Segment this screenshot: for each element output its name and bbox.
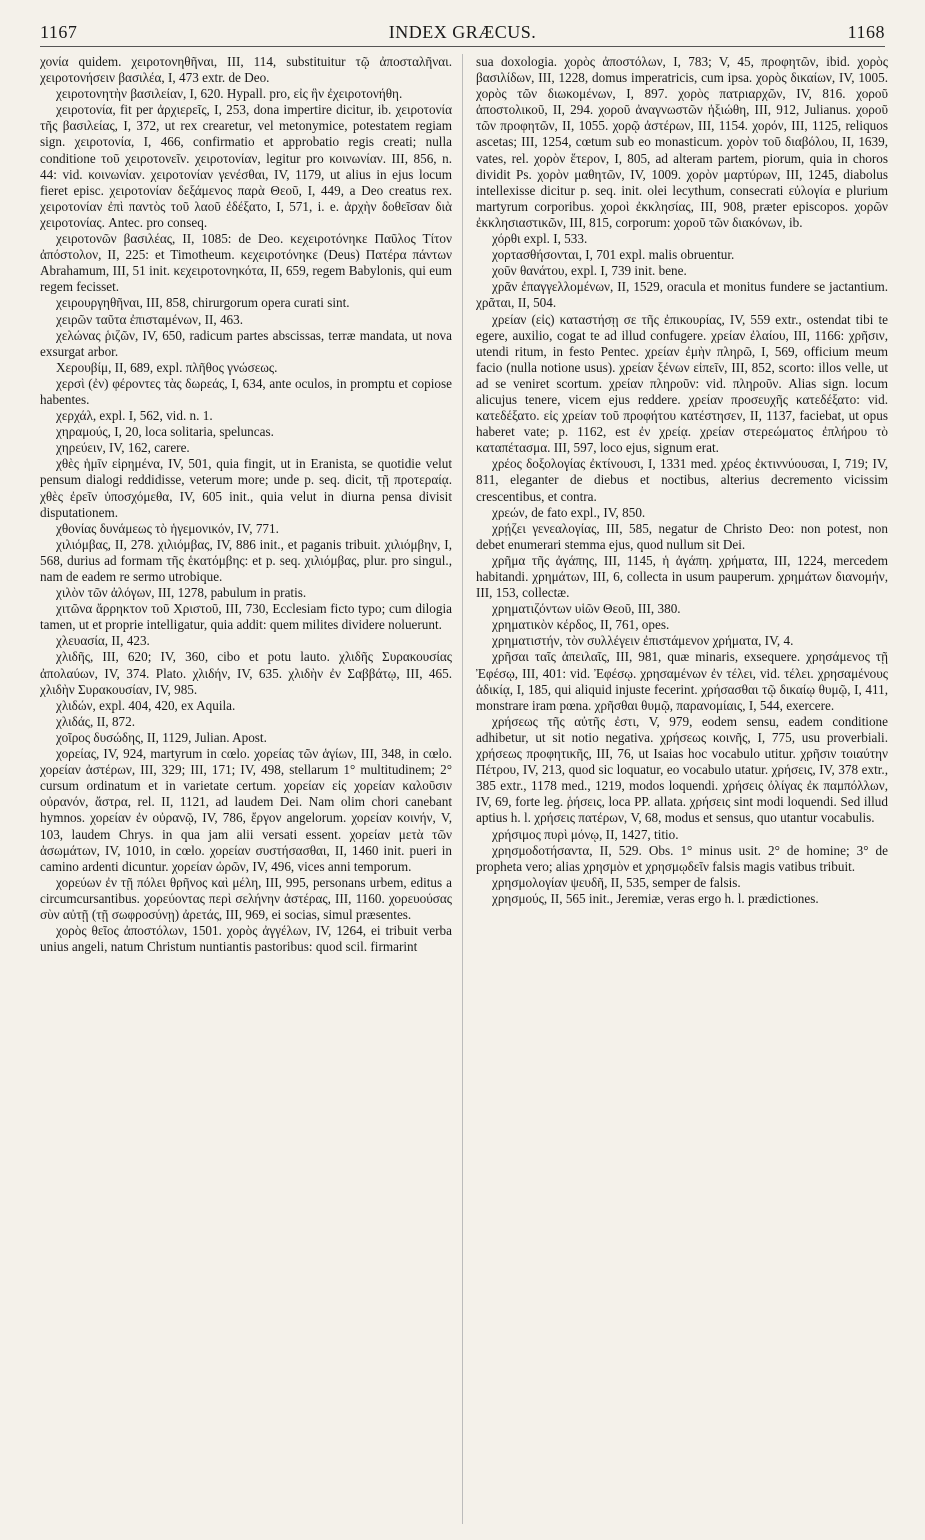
- index-entry: χρείαν (εἰς) καταστήσῃ σε τῆς ἐπικουρίας, IV, 559 extr., ostendat tibi te egere, auxilio, cogat te ad illud confugere. χρείαν ἐλαίου, III, 1166: χρῆσιν, utendi ritum, in festo Pentec. χρείαν ἐμὴν πληρῶ, I, 569, officium meum facio (nulla notione usus). χρείαν ξένων εἰπεῖν, III, 852, scorto: illos velle, ut ad se veniret scortum. χρείαν πληροῦν: vid. πληροῦν. Alias sign. locum alicujus tenere, vicem ejus reddere. χρείαν προσευχῆς κατεδέξατο: vid. κατεδέξατο. εἰς χρείαν τοῦ προφήτου κατέστησεν, II, 1137, faciebat, ut opus haberet vate; p. 1162, est ἐν χρείᾳ. χρείαν στερεώματος ἐπλήρου τὸ καταπέτασμα. III, 597, loco ejus, signum erat.: [476, 311, 888, 456]
- index-entry: χελώνας ῥιζῶν, IV, 650, radicum partes abscissas, terræ mandata, ut nova exsurgat arbor.: [40, 327, 452, 359]
- index-entry: χορεύων ἐν τῇ πόλει θρῆνος καὶ μέλη, III, 995, personans urbem, editus a circumcursantibus. χορεύοντας περὶ σελήνην ἀστέρας, III, 1160. χορευούσας σὺν αὐτῇ (τῇ σωφροσύνῃ) ἀρετάς, III, 969, ei socias, simul præsentes.: [40, 874, 452, 922]
- right-column: [476, 54, 888, 1524]
- index-entry: χειρουργηθῆναι, III, 858, chirurgorum opera curati sint.: [56, 295, 350, 311]
- index-entry: χρήσιμος πυρὶ μόνῳ, II, 1427, titio.: [492, 826, 679, 842]
- index-entry: χιλὸν τῶν ἀλόγων, III, 1278, pabulum in pratis.: [56, 585, 307, 601]
- index-entry: χλιδάς, II, 872.: [56, 713, 136, 729]
- index-entry: χορτασθήσονται, I, 701 expl. malis obruentur.: [492, 247, 735, 263]
- index-entry: χρεών, de fato expl., IV, 850.: [492, 504, 646, 520]
- index-entry: χρῄζει γενεαλογίας, III, 585, negatur de Christo Deo: non potest, non debet enumerari stemma ejus, quod nullum sit Dei.: [476, 520, 888, 552]
- index-entry: χερσὶ (ἐν) φέροντες τὰς δωρεάς, I, 634, ante oculos, in promptu et copiose habentes.: [40, 375, 452, 407]
- index-entry: χρέος δοξολογίας ἐκτίνουσι, I, 1331 med. χρέος ἐκτιννύουσαι, I, 719; IV, 811, eleganter de diebus et noctibus, alterius decremento vicissim crescentibus, et contra.: [476, 456, 888, 504]
- index-entry: χλιδών, expl. 404, 420, ex Aquila.: [56, 697, 236, 713]
- index-entry: χονία quidem. χειροτονηθῆναι, III, 114, substituitur τῷ ἀποσταλῆναι. χειροτονήσειν βασιλέα, I, 473 extr. de Deo.: [40, 54, 452, 86]
- running-title: INDEX GRÆCUS.: [388, 22, 537, 42]
- index-entry: χειροτονία, fit per ἀρχιερεῖς, I, 253, dona impertire dicitur, ib. χειροτονία τῆς βασιλείας, I, 372, ut rex crearetur, vel metonymice, potestatem regiam sign. χειροτονία, I, 466, confirmatio et approbatio regis creati; nulla conditione τοῦ χειροτονεῖν. χειροτονίαν, legitur pro κοινωνίαν. III, 856, n. 44: vid. κοινωνίαν. χειροτονίαν γενέσθαι, IV, 1179, ut alius in ejus locum fieret episc. χειροτονίαν δεξάμενος παρὰ Θεοῦ, I, 449, a Deo creatus rex. χειροτονίαν ἐπὶ παντὸς τοῦ λαοῦ ἐδέξατο, I, 571, i. e. ἀρχὴν δοθεῖσαν διὰ χειροτονίας. Antec. pro conseq.: [40, 102, 452, 230]
- index-entry: χρῆμα τῆς ἀγάπης, III, 1145, ἡ ἀγάπη. χρήματα, III, 1224, mercedem habitandi. χρημάτων, III, 6, collecta in usum pauperum. χρημάτων διανομήν, III, 153, collectæ.: [476, 552, 888, 601]
- index-entry: χρῆσαι ταῖς ἀπειλαῖς, III, 981, quæ minaris, exsequere. χρησάμενος τῇ Ἐφέσῳ, III, 401: vid. Ἐφέσῳ. χρησαμένων ἐν τέλει, vid. τέλει. χρησαμένους ἀδικίᾳ, I, 185, qui aliquid injuste fecerint. χρήσασθαι τῷ δικαίῳ θυμῷ, I, 411, monstrare iram pœna. χρῆσθαι θυμῷ, παρανομίαις, I, 544, exercere.: [476, 649, 888, 713]
- index-entry: χρησμοδοτήσαντα, II, 529. Obs. 1° minus usit. 2° de homine; 3° de propheta vero; alias χρησμὸν et χρησμῳδεῖν falsis magis vatibus tribuit.: [476, 842, 888, 874]
- index-entry: χόρθι expl. I, 533.: [492, 231, 588, 247]
- index-entry: χρηματιζόντων υἱῶν Θεοῦ, III, 380.: [492, 601, 681, 617]
- index-entry: χιλιόμβας, II, 278. χιλιόμβας, IV, 886 init., et paganis tribuit. χιλιόμβην, I, 568, durius ad formam τῆς ἑκατόμβης: et p. seq. χιλιόμβας, plur. pro singul., nam de eadem re sermo utrobique.: [40, 536, 452, 584]
- index-entry: χορὸς θεῖος ἀποστόλων, 1501. χορὸς ἀγγέλων, IV, 1264, ei tribuit verba unius angeli, natum Christum nuntiantis pastoribus: quod scil. firmarint: [40, 923, 452, 955]
- left-column: [40, 54, 452, 1524]
- index-entry: χρηματικὸν κέρδος, II, 761, opes.: [492, 617, 670, 633]
- index-entry: sua doxologia. χορὸς ἀποστόλων, I, 783; V, 45, προφητῶν, ibid. χορὸς βασιλίδων, III, 1228, domus imperatricis, cum ipsa. χορὸς δικαίων, IV, 1005. χορὸς τῶν διωκομένων, I, 897. χορὸς πατριαρχῶν, IV, 816. χοροῦ ἀποστολικοῦ, II, 294. χοροῦ ἀναγνωστῶν ἠξιώθη, III, 912, Julianus. χοροῦ τῶν προφητῶν, II, 1055. χορῷ ἀστέρων, III, 1154. χορόν, III, 1125, reliquos ascetas; III, 1254, cœtum sub eo monasticum. χορὸν τοῦ διαβόλου, II, 1639, vates, rel. χορὸν ἕτερον, I, 805, ad alteram partem, piorum, quia in choros dividit Ps. χορὸν μαθητῶν, IV, 1009. χορὸν μαρτύρων, III, 1245, diabolus intellexisse dicitur p. seq. init. olei lecythum, consecrati εὐλογία e plurium martyrum corporibus. χοροὶ ἐκκλησίας, III, 908, præter episcopos. χορῶν ἐκκλησιαστικῶν, III, 815, corporum: χοροῦ τῶν διακόνων, ib.: [476, 54, 888, 230]
- index-entry: χρᾶν ἐπαγγελλομένων, II, 1529, oracula et monitus fundere se jactantium. χρᾶται, II, 504.: [476, 279, 888, 311]
- index-entry: χειροτονῶν βασιλέας, II, 1085: de Deo. κεχειροτόνηκε Παῦλος Τίτον ἀπόστολον, II, 225: et Timotheum. κεχειροτόνηκε (Deus) Πατέρα πάντων Abrahamum, III, 51 init. κεχειροτονηκότα, II, 659, regem Babylonis, qui eum regem fecisset.: [40, 231, 452, 295]
- index-entry: Χερουβίμ, II, 689, expl. πλῆθος γνώσεως.: [56, 359, 278, 375]
- page-number-left: 1167: [40, 22, 78, 42]
- index-entry: χθὲς ἡμῖν εἰρημένα, IV, 501, quia fingit, ut in Eranista, se quotidie velut pensum dialogi reddidisse, veterum more; unde p. seq. dicit, τῇ προτεραίᾳ. χθὲς ἐρεῖν ὑποσχόμεθα, IV, 605 init., quia velut in diurna pensa divisit disputationem.: [40, 456, 452, 520]
- index-entry: χοῖρος δυσώδης, II, 1129, Julian. Apost.: [56, 729, 267, 745]
- index-entry: χλευασία, II, 423.: [56, 633, 150, 649]
- index-entry: χθονίας δυνάμεως τὸ ἡγεμονικόν, IV, 771.: [56, 520, 279, 536]
- index-entry: χηραμούς, I, 20, loca solitaria, speluncas.: [56, 424, 274, 440]
- index-entry: χρήσεως τῆς αὐτῆς ἐστι, V, 979, eodem sensu, eadem conditione adhibetur, ut sit notio negativa. χρήσεως κοινῆς, I, 775, usu proverbiali. χρήσεως προφητικῆς, III, 76, ut Isaias hoc vocabulo utitur. χρῆσιν τοιαύτην Πέτρου, IV, 213, quod sic loquatur, eo vocabulo utatur. χρήσεις, IV, 378 extr., 385 extr., 1178 med., 1219, modos loquendi. χρήσεις ὀλίγας ἐκ παμπόλλων, IV, 69, forte leg. ῥήσεις, loca PP. allata. χρήσεις sint modi loquendi. Sed illud aptius h. l. χρήσεις πατέρων, V, 68, modus et sensus, quo utantur vocabulis.: [476, 713, 888, 826]
- index-entry: χρησμολογίαν ψευδῆ, II, 535, semper de falsis.: [492, 874, 741, 890]
- index-entry: χιτῶνα ἄρρηκτον τοῦ Χριστοῦ, III, 730, Ecclesiam ficto typo; cum dilogia tamen, ut et proprie intelligatur, quia addit: quem milites dividere noluerunt.: [40, 601, 452, 633]
- page-number-right: 1168: [847, 22, 885, 42]
- index-entry: χηρεύειν, IV, 162, carere.: [56, 440, 190, 456]
- header-rule: [40, 46, 885, 47]
- index-entry: χρηματιστήν, τὸν συλλέγειν ἐπιστάμενον χρήματα, IV, 4.: [492, 633, 794, 649]
- index-entry: χλιδῆς, III, 620; IV, 360, cibo et potu lauto. χλιδῆς Συρακουσίας ἀπολαύων, IV, 374. Plato. χλιδήν, IV, 635. χλιδὴν ἐν Σαββάτῳ, III, 465. χλιδὴν Συρακουσίαν, IV, 985.: [40, 649, 452, 697]
- index-entry: χερχάλ, expl. I, 562, vid. n. 1.: [56, 408, 213, 424]
- index-entry: χοῦν θανάτου, expl. I, 739 init. bene.: [492, 263, 687, 279]
- index-entry: χειρῶν ταῦτα ἐπισταμένων, II, 463.: [56, 311, 244, 327]
- index-entry: χρησμούς, II, 565 init., Jeremiæ, veras ergo h. l. prædictiones.: [492, 890, 819, 906]
- column-divider: [462, 54, 463, 1524]
- index-entry: χορείας, IV, 924, martyrum in cœlo. χορείας τῶν ἁγίων, III, 348, in cœlo. χορείαν ἀστέρων, III, 329; III, 171; IV, 498, stellarum 1° multitudinem; 2° cursum ordinatum et in varietate certum. χορείαν εἰς χορείαν καλοῦσιν οὐρανόν, ἄστρα, rel. II, 1121, ad laudem Dei. Nam olim chori canebant hymnos. χορείαν ἐν οὐρανῷ, IV, 786, ἔργον angelorum. χορείαν κοινήν, V, 103, laudem Chrys. in qua jam alii versati essent. χορείαν μετὰ τῶν ἀσωμάτων, IV, 1010, in cœlo. χορείαν συστήσασθαι, II, 1460 init. pueri in camino ardenti dicuntur. χορείαν ὡρῶν, IV, 496, vices anni temporum.: [40, 746, 452, 874]
- index-entry: χειροτονητὴν βασιλείαν, I, 620. Hypall. pro, εἰς ἣν ἐχειροτονήθη.: [56, 86, 403, 102]
